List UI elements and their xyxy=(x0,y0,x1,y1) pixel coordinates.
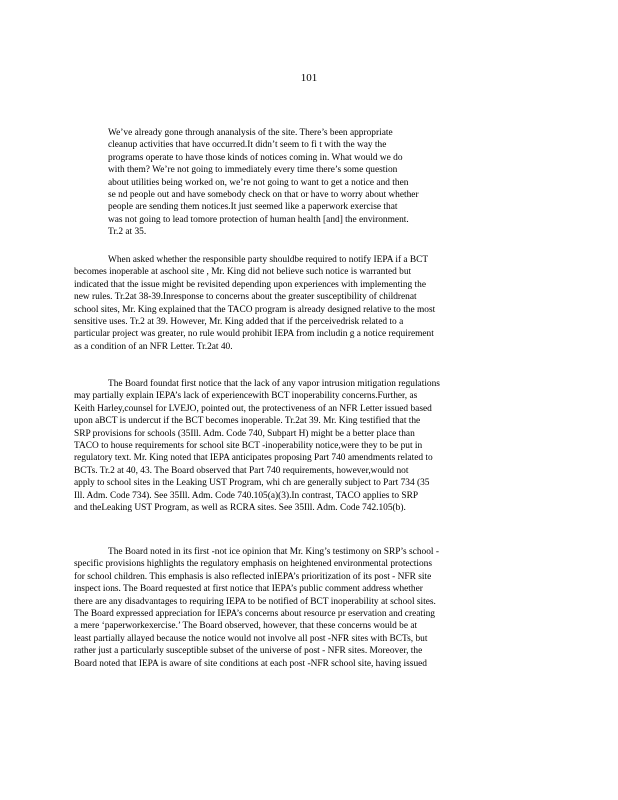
paragraph-line: a mere ‘paperworkexercise.’ The Board observed, however, that these concerns would be at xyxy=(74,621,418,632)
quote-line: se nd people out and have somebody check on that or have to worry about whether xyxy=(108,190,419,201)
quote-line: with them? We’re not going to immediately every time there’s some question xyxy=(108,165,398,176)
paragraph-line: The Board foundat first notice that the lack of any vapor intrusion mitigation regulations xyxy=(108,379,440,389)
paragraph-line: least partially allayed because the notice would not involve all post -NFR sites with BCTs, but xyxy=(74,633,428,644)
paragraph-line: When asked whether the responsible party shouldbe required to notify IEPA if a BCT xyxy=(108,255,429,265)
paragraph-line: Ill. Adm. Code 734). See 35Ill. Adm. Code 740.105(a)(3).In contrast, TACO applies to SRP xyxy=(74,490,419,501)
paragraph-line: SRP provisions for schools (35Ill. Adm. Code 740, Subpart H) might be a better place than xyxy=(74,428,415,439)
quote-line: We’ve already gone through ananalysis of the site. There’s been appropriate xyxy=(108,128,393,138)
quote-line: people are sending them notices.It just seemed like a paperwork exercise that xyxy=(108,202,398,213)
paragraph-line: The Board expressed appreciation for IEPA’s concerns about resource pr eservation and creating xyxy=(74,609,435,620)
paragraph-line: apply to school sites in the Leaking UST Program, whi ch are generally subject to Part 734 (35 xyxy=(74,478,430,489)
paragraph-line: Board noted that IEPA is aware of site conditions at each post -NFR school site, having issued xyxy=(74,658,427,669)
paragraph-line: there are any disadvantages to requiring IEPA to be notified of BCT inoperability at school sites. xyxy=(74,596,436,607)
paragraph-line: indicated that the issue might be revisited depending upon experiences with implementing the xyxy=(74,279,426,290)
paragraph-line: as a condition of an NFR Letter. Tr.2at 40. xyxy=(74,341,233,352)
quote-line: cleanup activities that have occurred.It didn’t seem to fi t with the way the xyxy=(108,140,387,151)
paragraph-1 xyxy=(74,254,539,353)
paragraph-line: becomes inoperable at aschool site , Mr. King did not believe such notice is warranted but xyxy=(74,267,412,278)
paragraph-line: specific provisions highlights the regulatory emphasis on heightened environmental protections xyxy=(74,559,432,570)
paragraph-line: rather just a particularly susceptible subset of the universe of post - NFR sites. Moreover, the xyxy=(74,646,423,657)
paragraph-line: TACO to house requirements for school site BCT -inoperability notice,were they to be put in xyxy=(74,441,423,452)
paragraph-line: new rules. Tr.2at 38-39.Inresponse to concerns about the greater susceptibility of childrenat xyxy=(74,292,417,303)
paragraph-2 xyxy=(74,378,539,514)
block-quote xyxy=(108,127,502,239)
paragraph-line: and theLeaking UST Program, as well as RCRA sites. See 35Ill. Adm. Code 742.105(b). xyxy=(74,503,406,514)
paragraph-line: school sites, Mr. King explained that the TACO program is already designed relative to the most xyxy=(74,304,436,315)
paragraph-line: for school children. This emphasis is also reflected inIEPA’s prioritization of its post - NFR site xyxy=(74,571,432,582)
paragraph-line: sensitive uses. Tr.2 at 39. However, Mr. King added that if the perceivedrisk related to a xyxy=(74,317,404,328)
paragraph-line: inspect ions. The Board requested at first notice that IEPA’s public comment address whether xyxy=(74,584,423,595)
paragraph-line: particular project was greater, no rule would prohibit IEPA from includin g a notice requirement xyxy=(74,329,434,340)
paragraph-line: may partially explain IEPA’s lack of experiencewith BCT inoperability concerns.Further, as xyxy=(74,391,418,402)
paragraph-3 xyxy=(74,546,539,670)
quote-line: programs operate to have those kinds of notices coming in. What would we do xyxy=(108,152,403,163)
paragraph-line: regulatory text. Mr. King noted that IEPA anticipates proposing Part 740 amendments related to xyxy=(74,453,433,464)
quote-line: Tr.2 at 35. xyxy=(108,227,147,238)
paragraph-line: The Board noted in its first -not ice opinion that Mr. King’s testimony on SRP’s school - xyxy=(108,547,439,557)
quote-line: was not going to lead tomore protection of human health [and] the environment. xyxy=(108,214,409,225)
paragraph-line: BCTs. Tr.2 at 40, 43. The Board observed that Part 740 requirements, however,would not xyxy=(74,465,409,476)
quote-line: about utilities being worked on, we’re not going to want to get a notice and then xyxy=(108,177,409,188)
paragraph-line: upon aBCT is undercut if the BCT becomes inoperable. Tr.2at 39. Mr. King testified that the xyxy=(74,416,421,427)
paragraph-line: Keith Harley,counsel for LVEJO, pointed out, the protectiveness of an NFR Letter issued based xyxy=(74,403,432,414)
page-number: 101 xyxy=(300,72,318,84)
